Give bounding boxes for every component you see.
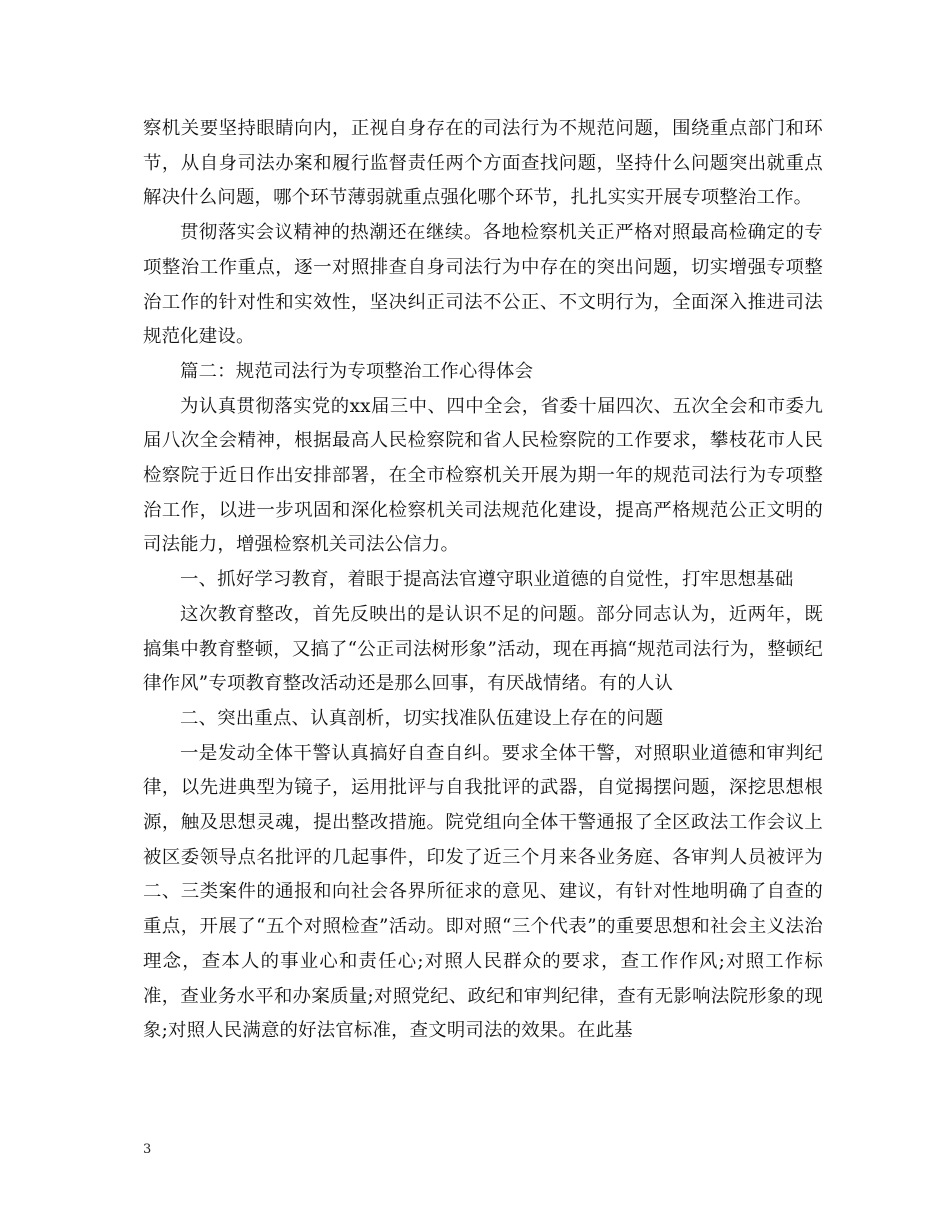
document-body bbox=[143, 112, 823, 1049]
paragraph: 察机关要坚持眼睛向内，正视自身存在的司法行为不规范问题，围绕重点部门和环节，从自身司法办案和履行监督责任两个方面查找问题，坚持什么问题突出就重点解决什么问题，哪个环节薄弱就重点强化哪个环节，扎扎实实开展专项整治工作。 bbox=[143, 118, 823, 209]
section-heading: 一、抓好学习教育，着眼于提高法官遵守职业道德的自觉性，打牢思想基础 bbox=[180, 569, 794, 591]
page-number: 3 bbox=[143, 1142, 152, 1157]
section-heading: 篇二：规范司法行为专项整治工作心得体会 bbox=[180, 360, 534, 382]
paragraph: 贯彻落实会议精神的热潮还在继续。各地检察机关正严格对照最高检确定的专项整治工作重点，逐一对照排查自身司法行为中存在的突出问题，切实增强专项整治工作的针对性和实效性，坚决纠正司法不公正、不文明行为，全面深入推进司法规范化建设。 bbox=[143, 222, 823, 348]
paragraph: 一是发动全体干警认真搞好自查自纠。要求全体干警，对照职业道德和审判纪律，以先进典型为镜子，运用批评与自我批评的武器，自觉揭摆问题，深挖思想根源，触及思想灵魂，提出整改措施。院党组向全体干警通报了全区政法工作会议上被区委领导点名批评的几起事件，印发了近三个月来各业务庭、各审判人员被评为二、三类案件的通报和向社会各界所征求的意见、建议，有针对性地明确了自查的重点，开展了“五个对照检查”活动。即对照“三个代表”的重要思想和社会主义法治理念，查本人的事业心和责任心;对照人民群众的要求，查工作作风;对照工作标准，查业务水平和办案质量;对照党纪、政纪和审判纪律，查有无影响法院形象的现象;对照人民满意的好法官标准，查文明司法的效果。在此基 bbox=[143, 742, 823, 1042]
section-heading: 二、突出重点、认真剖析，切实找准队伍建设上存在的问题 bbox=[180, 707, 664, 729]
paragraph: 这次教育整改，首先反映出的是认识不足的问题。部分同志认为，近两年，既搞集中教育整顿，又搞了“公正司法树形象”活动，现在再搞“规范司法行为，整顿纪律作风”专项教育整改活动还是那么回事，有厌战情绪。有的人认 bbox=[143, 603, 823, 695]
paragraph: 为认真贯彻落实党的xx届三中、四中全会，省委十届四次、五次全会和市委九届八次全会精神，根据最高人民检察院和省人民检察院的工作要求，攀枝花市人民检察院于近日作出安排部署，在全市检察机关开展为期一年的规范司法行为专项整治工作，以进一步巩固和深化检察机关司法规范化建设，提高严格规范公正文明的司法能力，增强检察机关司法公信力。 bbox=[143, 395, 823, 556]
